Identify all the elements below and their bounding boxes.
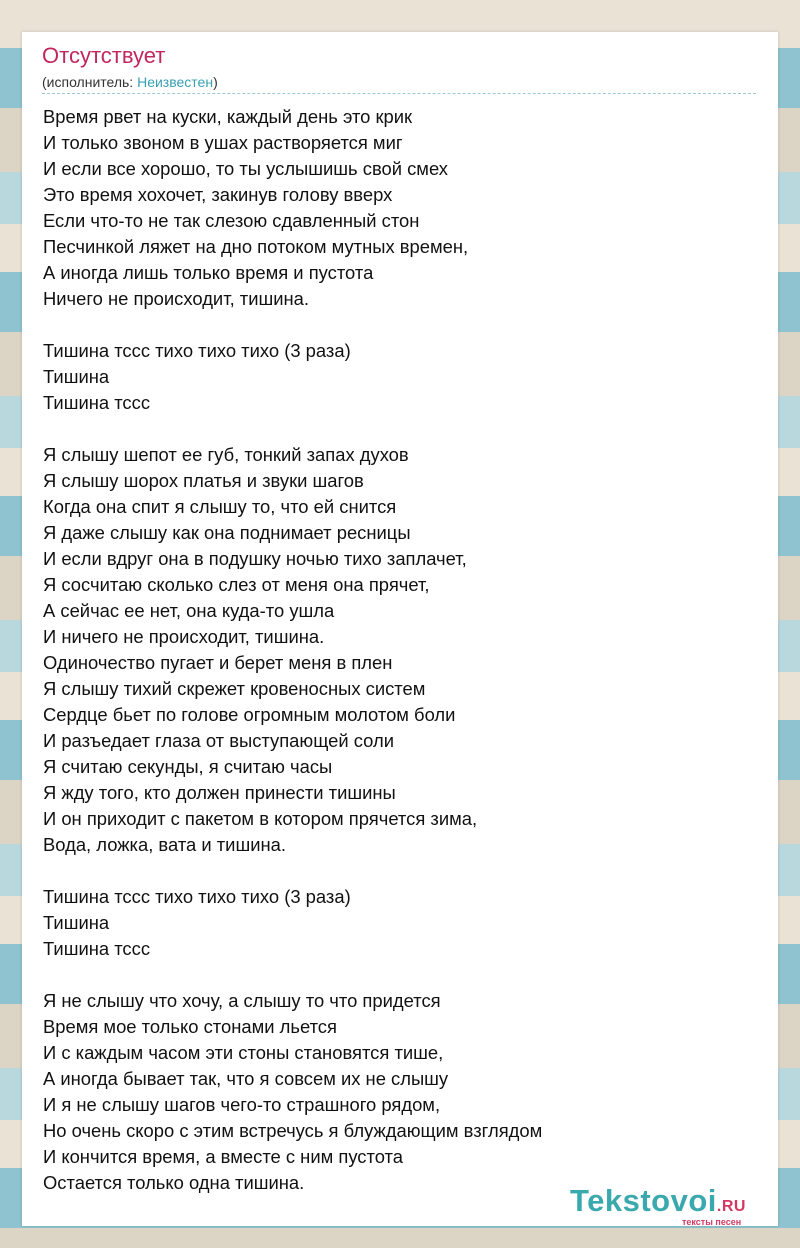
lyric-line: Я слышу шорох платья и звуки шагов <box>43 470 364 491</box>
lyrics-text <box>43 104 542 1196</box>
lyric-line: Я даже слышу как она поднимает ресницы <box>43 522 411 543</box>
title-divider <box>42 93 756 94</box>
lyric-line: И кончится время, а вместе с ним пустота <box>43 1146 403 1167</box>
lyric-line <box>43 312 542 338</box>
lyric-line <box>43 416 542 442</box>
lyric-line: Время рвет на куски, каждый день это крик <box>43 106 413 127</box>
lyric-line: И разъедает глаза от выступающей соли <box>43 730 394 751</box>
site-logo[interactable] <box>570 1183 780 1227</box>
artist-line <box>42 73 218 91</box>
lyric-line <box>43 962 542 988</box>
logo-brand-name: Tekstovoi <box>570 1183 717 1218</box>
lyric-line: Но очень скоро с этим встречусь я блуждающим взглядом <box>43 1120 543 1141</box>
lyric-line: Вода, ложка, вата и тишина. <box>43 834 286 855</box>
lyric-line: Сердце бьет по голове огромным молотом боли <box>43 704 456 725</box>
lyric-line: И только звоном в ушах растворяется миг <box>43 132 403 153</box>
lyric-line: А иногда лишь только время и пустота <box>43 262 374 283</box>
lyric-line: Это время хохочет, закинув голову вверх <box>43 184 393 205</box>
lyric-line: Одиночество пугает и берет меня в плен <box>43 652 393 673</box>
lyric-line: Тишина тссс <box>43 392 151 413</box>
lyric-line: Я слышу шепот ее губ, тонкий запах духов <box>43 444 409 465</box>
song-title: Отсутствует <box>42 43 166 68</box>
lyric-line: И если все хорошо, то ты услышишь свой смех <box>43 158 448 179</box>
lyric-line: Тишина тссс <box>43 938 151 959</box>
lyrics-card <box>22 32 778 1226</box>
logo-tagline: тексты песен <box>682 1217 742 1227</box>
lyric-line: И я не слышу шагов чего-то страшного рядом, <box>43 1094 441 1115</box>
lyric-line: И ничего не происходит, тишина. <box>43 626 325 647</box>
lyric-line: Время мое только стонами льется <box>43 1016 337 1037</box>
lyric-line: Я жду того, кто должен принести тишины <box>43 782 396 803</box>
lyric-line: Я считаю секунды, я считаю часы <box>43 756 333 777</box>
lyric-line <box>43 858 542 884</box>
lyric-line: Я не слышу что хочу, а слышу то что придется <box>43 990 441 1011</box>
artist-name-link[interactable]: Неизвестен <box>137 74 214 90</box>
lyric-line: Тишина <box>43 912 110 933</box>
artist-close: ) <box>213 74 218 90</box>
lyric-line: Тишина <box>43 366 110 387</box>
lyric-line: Тишина тссс тихо тихо тихо (3 раза) <box>43 886 351 907</box>
lyric-line: Остается только одна тишина. <box>43 1172 305 1193</box>
lyric-line: А сейчас ее нет, она куда-то ушла <box>43 600 335 621</box>
lyric-line: И он приходит с пакетом в котором прячется зима, <box>43 808 478 829</box>
lyric-line: И если вдруг она в подушку ночью тихо заплачет, <box>43 548 467 569</box>
lyric-line: А иногда бывает так, что я совсем их не слышу <box>43 1068 449 1089</box>
lyric-line: Когда она спит я слышу то, что ей снится <box>43 496 397 517</box>
lyric-line: Песчинкой ляжет на дно потоком мутных времен, <box>43 236 469 257</box>
lyric-line: Я сосчитаю сколько слез от меня она прячет, <box>43 574 430 595</box>
lyric-line: И с каждым часом эти стоны становятся тише, <box>43 1042 444 1063</box>
artist-label: (исполнитель: <box>42 74 138 90</box>
lyric-line: Ничего не происходит, тишина. <box>43 288 310 309</box>
logo-tld: .RU <box>716 1198 746 1215</box>
lyric-line: Тишина тссс тихо тихо тихо (3 раза) <box>43 340 351 361</box>
lyric-line: Я слышу тихий скрежет кровеносных систем <box>43 678 426 699</box>
lyric-line: Если что-то не так слезою сдавленный стон <box>43 210 420 231</box>
